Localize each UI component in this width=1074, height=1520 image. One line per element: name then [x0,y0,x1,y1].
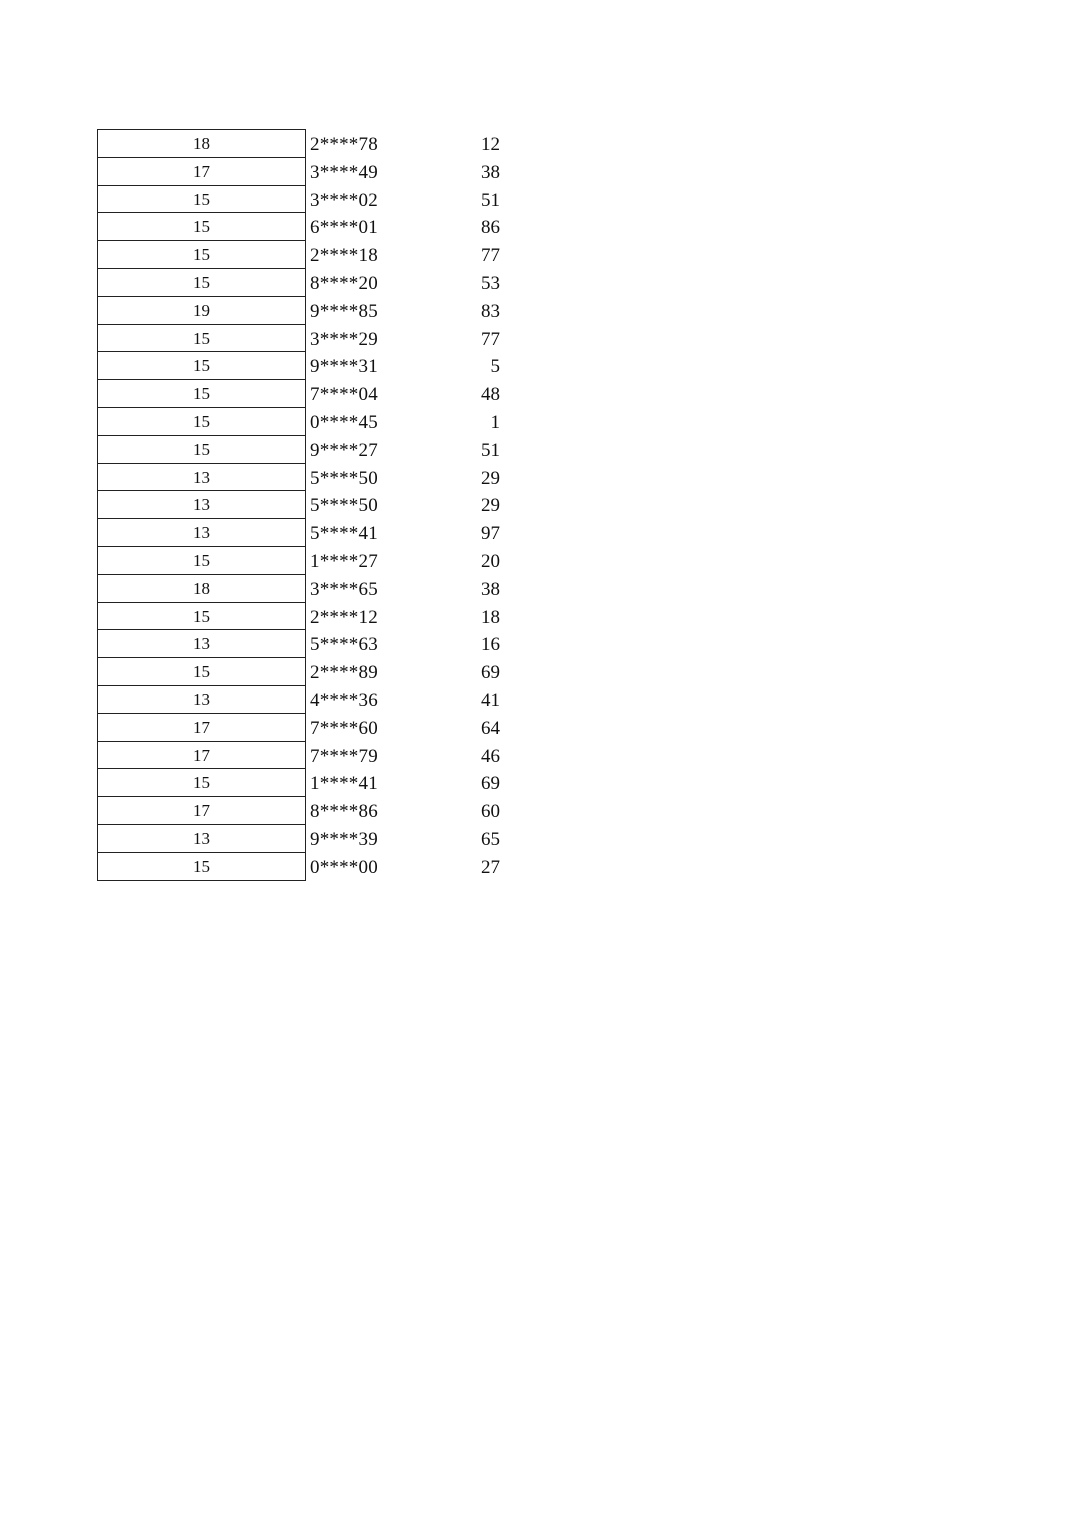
table-row [97,602,517,630]
cell-number: 15 [97,185,306,213]
table-row [97,574,517,602]
cell-value: 29 [481,467,500,489]
cell-code: 6****01 [310,217,378,239]
cell-number: 15 [97,212,306,240]
cell-number: 15 [97,602,306,630]
cell-value: 64 [481,717,500,739]
cell-number: 15 [97,435,306,463]
table-row [97,824,517,852]
cell-number: 17 [97,157,306,185]
cell-value: 60 [481,801,500,823]
table-row [97,129,517,157]
cell-value: 65 [481,828,500,850]
cell-code: 9****85 [310,300,378,322]
cell-value: 97 [481,523,500,545]
cell-code: 9****39 [310,828,378,850]
table-row [97,463,517,491]
cell-code: 5****63 [310,634,378,656]
table-row [97,240,517,268]
table-row [97,435,517,463]
table-row [97,324,517,352]
cell-code: 3****49 [310,161,378,183]
cell-code: 7****79 [310,745,378,767]
cell-value: 48 [481,384,500,406]
cell-value: 38 [481,578,500,600]
cell-code: 3****02 [310,189,378,211]
cell-code: 5****50 [310,495,378,517]
table-row [97,157,517,185]
cell-number: 13 [97,824,306,852]
cell-value: 51 [481,189,500,211]
cell-number: 17 [97,796,306,824]
cell-number: 17 [97,741,306,769]
cell-code: 9****31 [310,356,378,378]
cell-number: 15 [97,768,306,796]
table-row [97,796,517,824]
cell-number: 15 [97,852,306,881]
cell-code: 7****04 [310,384,378,406]
cell-value: 18 [481,606,500,628]
cell-value: 20 [481,550,500,572]
cell-number: 17 [97,713,306,741]
cell-code: 9****27 [310,439,378,461]
cell-number: 15 [97,379,306,407]
table-row [97,268,517,296]
cell-value: 38 [481,161,500,183]
cell-number: 15 [97,268,306,296]
table-row [97,713,517,741]
table-row [97,629,517,657]
cell-number: 15 [97,351,306,379]
table-row [97,546,517,574]
cell-code: 2****18 [310,245,378,267]
cell-value: 16 [481,634,500,656]
cell-value: 46 [481,745,500,767]
cell-value: 5 [490,356,500,378]
cell-value: 53 [481,272,500,294]
cell-number: 19 [97,296,306,324]
table-row [97,351,517,379]
cell-number: 13 [97,518,306,546]
table-row [97,768,517,796]
cell-value: 12 [481,134,500,155]
table-row [97,379,517,407]
cell-code: 0****00 [310,856,378,878]
cell-code: 2****89 [310,662,378,684]
cell-value: 1 [490,411,500,433]
cell-number: 15 [97,240,306,268]
cell-code: 4****36 [310,689,378,711]
cell-value: 77 [481,245,500,267]
cell-code: 1****27 [310,550,378,572]
table-row [97,212,517,240]
table-row [97,852,517,880]
data-table [97,129,517,880]
cell-code: 2****78 [310,134,378,155]
table-row [97,490,517,518]
cell-code: 0****45 [310,411,378,433]
cell-number: 18 [97,574,306,602]
cell-code: 7****60 [310,717,378,739]
cell-number: 13 [97,629,306,657]
cell-number: 18 [97,129,306,157]
cell-value: 77 [481,328,500,350]
table-row [97,685,517,713]
cell-code: 8****86 [310,801,378,823]
cell-number: 15 [97,407,306,435]
cell-number: 15 [97,657,306,685]
cell-code: 2****12 [310,606,378,628]
cell-value: 41 [481,689,500,711]
table-row [97,407,517,435]
cell-number: 15 [97,546,306,574]
cell-code: 5****50 [310,467,378,489]
table-row [97,657,517,685]
cell-value: 83 [481,300,500,322]
cell-code: 3****29 [310,328,378,350]
cell-number: 13 [97,463,306,491]
cell-number: 13 [97,685,306,713]
cell-code: 3****65 [310,578,378,600]
cell-code: 8****20 [310,272,378,294]
cell-number: 13 [97,490,306,518]
cell-value: 51 [481,439,500,461]
cell-value: 86 [481,217,500,239]
cell-code: 5****41 [310,523,378,545]
table-row [97,296,517,324]
cell-value: 69 [481,773,500,795]
table-row [97,185,517,213]
table-row [97,741,517,769]
cell-value: 69 [481,662,500,684]
cell-code: 1****41 [310,773,378,795]
cell-value: 27 [481,856,500,878]
cell-number: 15 [97,324,306,352]
table-row [97,518,517,546]
cell-value: 29 [481,495,500,517]
